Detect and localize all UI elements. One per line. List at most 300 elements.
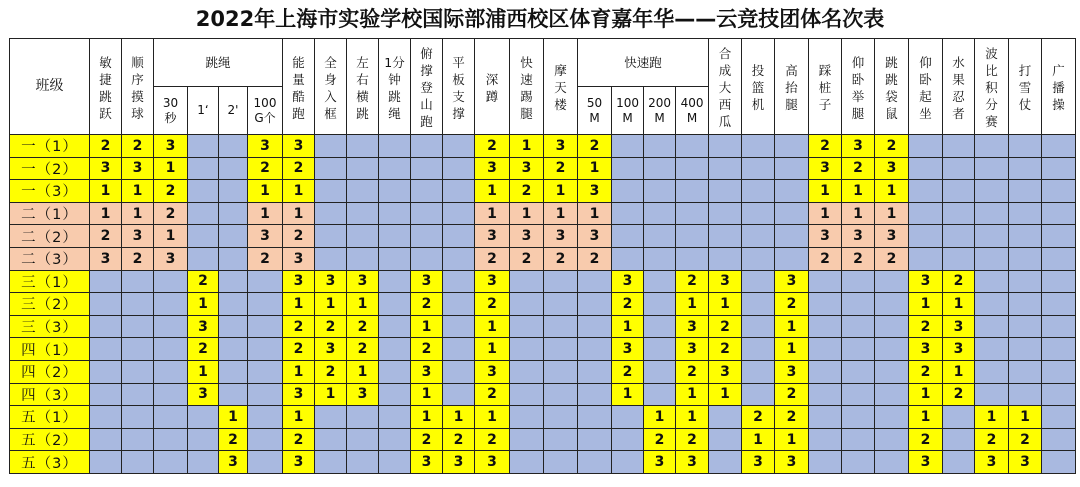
row-class-label: 三（2） [10, 293, 90, 316]
rank-cell [975, 383, 1009, 406]
rank-cell [1042, 383, 1076, 406]
rank-cell: 1 [612, 315, 644, 338]
rank-cell [219, 315, 248, 338]
rank-cell: 1 [709, 383, 742, 406]
header-kp-200: 200 M [644, 87, 676, 135]
rank-cell: 3 [154, 135, 188, 158]
rank-cell: 1 [90, 180, 122, 203]
rank-cell: 2 [709, 315, 742, 338]
rank-cell [379, 428, 411, 451]
rank-cell [90, 270, 122, 293]
rank-cell [809, 270, 842, 293]
rank-cell [188, 135, 219, 158]
header-caizhuang: 踩 桩 子 [809, 39, 842, 135]
rank-cell [188, 180, 219, 203]
rank-cell [219, 157, 248, 180]
rank-cell: 2 [411, 293, 443, 316]
row-class-label: 一（1） [10, 135, 90, 158]
header-kp-100: 100 M [612, 87, 644, 135]
rank-cell: 3 [283, 451, 315, 474]
rank-cell: 3 [219, 451, 248, 474]
rank-cell [612, 157, 644, 180]
rank-cell [544, 293, 578, 316]
rank-cell [347, 406, 379, 429]
rank-cell [943, 225, 975, 248]
rank-cell: 1 [1009, 406, 1042, 429]
rank-cell [154, 293, 188, 316]
header-ts-30: 30 秒 [154, 87, 188, 135]
rank-cell [510, 428, 544, 451]
rank-cell: 2 [443, 428, 475, 451]
rank-cell: 3 [975, 451, 1009, 474]
rank-cell [90, 383, 122, 406]
header-guangbo: 广 播 操 [1042, 39, 1076, 135]
rank-cell [1042, 428, 1076, 451]
rank-cell [742, 360, 775, 383]
rank-cell: 1 [475, 338, 510, 361]
table-row [10, 451, 1076, 474]
rank-cell: 3 [283, 247, 315, 270]
rank-cell [379, 360, 411, 383]
rank-cell [219, 247, 248, 270]
rank-cell: 2 [315, 315, 347, 338]
rank-cell [1009, 157, 1042, 180]
rank-cell [443, 270, 475, 293]
rank-cell [122, 383, 154, 406]
rank-cell [676, 202, 709, 225]
row-class-label: 三（1） [10, 270, 90, 293]
rank-cell [909, 225, 943, 248]
header-tiaotiao: 跳 跳 袋 鼠 [875, 39, 909, 135]
rank-cell: 1 [909, 383, 943, 406]
rank-cell: 1 [347, 293, 379, 316]
rank-cell [90, 360, 122, 383]
rank-cell: 2 [775, 406, 809, 429]
rank-cell: 2 [188, 338, 219, 361]
rank-cell: 2 [709, 338, 742, 361]
rank-cell: 2 [475, 135, 510, 158]
rank-cell: 2 [775, 293, 809, 316]
rank-cell: 3 [188, 383, 219, 406]
row-class-label: 一（3） [10, 180, 90, 203]
rank-cell: 1 [283, 293, 315, 316]
rank-cell: 3 [475, 360, 510, 383]
rank-cell [248, 315, 283, 338]
rank-cell [315, 202, 347, 225]
rank-cell: 1 [578, 157, 612, 180]
rank-cell: 1 [943, 360, 975, 383]
rank-cell [1009, 247, 1042, 270]
rank-cell [154, 315, 188, 338]
table-row [10, 428, 1076, 451]
rank-cell [578, 428, 612, 451]
rank-cell: 3 [475, 225, 510, 248]
rank-cell [411, 180, 443, 203]
rank-cell: 2 [122, 247, 154, 270]
rank-cell: 2 [219, 428, 248, 451]
rank-cell: 3 [544, 225, 578, 248]
rank-cell [775, 225, 809, 248]
rank-cell [875, 360, 909, 383]
rank-cell [510, 360, 544, 383]
rank-cell [411, 202, 443, 225]
rank-cell [315, 157, 347, 180]
rank-cell: 1 [809, 202, 842, 225]
rank-cell [578, 451, 612, 474]
rank-cell [1009, 202, 1042, 225]
rank-cell: 3 [544, 135, 578, 158]
rank-cell: 3 [842, 225, 875, 248]
rank-cell [875, 406, 909, 429]
row-class-label: 四（1） [10, 338, 90, 361]
header-shunxu: 顺 序 摸 球 [122, 39, 154, 135]
rank-cell: 2 [475, 293, 510, 316]
rank-cell: 1 [283, 360, 315, 383]
rank-cell [875, 428, 909, 451]
rank-cell: 2 [283, 315, 315, 338]
rank-cell [122, 315, 154, 338]
rank-cell [154, 270, 188, 293]
rank-cell: 1 [875, 180, 909, 203]
rank-cell [315, 406, 347, 429]
rank-cell: 2 [875, 247, 909, 270]
rank-cell [975, 360, 1009, 383]
rank-cell: 2 [775, 383, 809, 406]
rank-cell [975, 270, 1009, 293]
rank-cell [544, 315, 578, 338]
rank-cell: 1 [644, 406, 676, 429]
rank-cell [544, 406, 578, 429]
rank-cell [443, 135, 475, 158]
header-fucheng: 俯 撑 登 山 跑 [411, 39, 443, 135]
table-row [10, 270, 1076, 293]
header-daxue: 打 雪 仗 [1009, 39, 1042, 135]
rank-cell [315, 428, 347, 451]
rank-cell [219, 202, 248, 225]
rank-cell: 1 [283, 202, 315, 225]
rank-cell [379, 451, 411, 474]
rank-cell [90, 315, 122, 338]
rank-cell [379, 315, 411, 338]
rank-cell [975, 135, 1009, 158]
rank-cell [943, 406, 975, 429]
rank-cell [544, 383, 578, 406]
rank-cell [315, 451, 347, 474]
rank-cell [809, 293, 842, 316]
rank-cell [510, 338, 544, 361]
rank-cell [742, 202, 775, 225]
rank-cell: 1 [188, 293, 219, 316]
rank-cell [578, 293, 612, 316]
rank-cell: 2 [283, 225, 315, 248]
rank-cell: 2 [475, 383, 510, 406]
rank-cell [154, 383, 188, 406]
rank-cell: 2 [248, 247, 283, 270]
rank-cell [122, 451, 154, 474]
rank-cell [1042, 225, 1076, 248]
rank-cell [1042, 360, 1076, 383]
rank-cell [943, 135, 975, 158]
rank-cell [875, 270, 909, 293]
table-row [10, 293, 1076, 316]
rank-cell [1009, 383, 1042, 406]
rank-cell: 1 [283, 406, 315, 429]
rank-cell [842, 406, 875, 429]
header-yangwo-jutui: 仰 卧 举 腿 [842, 39, 875, 135]
rank-cell: 2 [975, 428, 1009, 451]
row-class-label: 二（2） [10, 225, 90, 248]
rank-cell [709, 428, 742, 451]
rank-cell [742, 293, 775, 316]
rank-cell [1009, 270, 1042, 293]
rank-cell [1042, 338, 1076, 361]
table-row [10, 247, 1076, 270]
rank-cell: 3 [315, 338, 347, 361]
rank-cell [612, 247, 644, 270]
rank-cell [379, 383, 411, 406]
rank-cell: 2 [909, 360, 943, 383]
rank-cell: 3 [676, 451, 709, 474]
rank-cell [644, 135, 676, 158]
rank-cell [709, 135, 742, 158]
rank-cell: 2 [510, 247, 544, 270]
rank-cell [544, 338, 578, 361]
rank-cell [909, 157, 943, 180]
rank-cell [347, 451, 379, 474]
rank-cell [219, 293, 248, 316]
rank-cell [219, 180, 248, 203]
table-row [10, 202, 1076, 225]
rank-cell [742, 315, 775, 338]
rank-cell [709, 406, 742, 429]
header-ts-1: 1‘ [188, 87, 219, 135]
rank-cell [842, 315, 875, 338]
rank-cell: 2 [510, 180, 544, 203]
rank-cell [1009, 360, 1042, 383]
row-class-label: 二（3） [10, 247, 90, 270]
rank-cell: 2 [578, 247, 612, 270]
rank-cell [676, 180, 709, 203]
table-row [10, 406, 1076, 429]
rank-cell: 1 [612, 383, 644, 406]
header-shuiguo: 水 果 忍 者 [943, 39, 975, 135]
rank-cell [975, 225, 1009, 248]
rank-cell: 2 [943, 383, 975, 406]
rank-cell: 1 [122, 180, 154, 203]
rank-cell [709, 225, 742, 248]
rank-cell [379, 338, 411, 361]
rank-cell: 3 [775, 451, 809, 474]
rank-cell [809, 383, 842, 406]
rank-cell [188, 157, 219, 180]
rank-cell: 2 [676, 360, 709, 383]
rank-cell [975, 180, 1009, 203]
rank-cell [315, 247, 347, 270]
rank-cell [578, 360, 612, 383]
rank-cell [775, 135, 809, 158]
header-pingban: 平 板 支 撑 [443, 39, 475, 135]
rank-cell [612, 428, 644, 451]
rank-cell: 3 [943, 338, 975, 361]
rank-cell: 2 [578, 135, 612, 158]
rank-cell [909, 180, 943, 203]
rank-cell: 3 [875, 225, 909, 248]
rank-cell [347, 428, 379, 451]
rank-cell: 2 [411, 338, 443, 361]
rank-cell [248, 406, 283, 429]
rank-cell [943, 451, 975, 474]
rank-cell: 3 [122, 157, 154, 180]
rank-cell: 1 [248, 202, 283, 225]
rank-cell: 1 [315, 383, 347, 406]
rank-cell [842, 383, 875, 406]
rank-cell [248, 383, 283, 406]
rank-cell: 3 [475, 270, 510, 293]
rank-cell [943, 202, 975, 225]
rank-cell [443, 225, 475, 248]
rank-cell [842, 293, 875, 316]
rank-cell [742, 383, 775, 406]
row-class-label: 一（2） [10, 157, 90, 180]
rank-cell: 2 [809, 247, 842, 270]
rank-cell [578, 270, 612, 293]
rank-cell [809, 360, 842, 383]
rank-cell [578, 315, 612, 338]
rank-cell [809, 451, 842, 474]
rank-cell: 3 [90, 157, 122, 180]
rank-cell [644, 202, 676, 225]
rank-cell: 3 [283, 135, 315, 158]
rank-cell: 2 [544, 157, 578, 180]
rank-cell [875, 315, 909, 338]
rank-cell: 3 [1009, 451, 1042, 474]
rank-cell: 2 [612, 293, 644, 316]
rank-cell [775, 157, 809, 180]
header-class: 班级 [10, 39, 90, 135]
rank-cell: 3 [644, 451, 676, 474]
rank-cell [612, 180, 644, 203]
rank-cell: 1 [475, 202, 510, 225]
rank-cell [90, 428, 122, 451]
rank-cell: 2 [90, 135, 122, 158]
rank-cell [742, 225, 775, 248]
rank-cell [1042, 247, 1076, 270]
rank-cell [248, 360, 283, 383]
rank-cell [379, 202, 411, 225]
rank-cell [248, 338, 283, 361]
rank-cell [1042, 293, 1076, 316]
rank-cell: 3 [676, 315, 709, 338]
rank-cell: 1 [676, 293, 709, 316]
rank-cell [742, 338, 775, 361]
rank-cell: 2 [475, 247, 510, 270]
rank-cell: 3 [248, 225, 283, 248]
rank-cell: 1 [809, 180, 842, 203]
rank-cell [612, 202, 644, 225]
rank-cell [219, 225, 248, 248]
rank-cell [709, 180, 742, 203]
rank-cell [644, 315, 676, 338]
rank-cell: 3 [709, 270, 742, 293]
rank-cell [1042, 406, 1076, 429]
rank-cell [90, 338, 122, 361]
rank-cell: 3 [775, 270, 809, 293]
rank-cell: 3 [347, 270, 379, 293]
rank-cell [1009, 293, 1042, 316]
rank-cell [975, 202, 1009, 225]
rank-cell: 3 [742, 451, 775, 474]
table-row [10, 180, 1076, 203]
rank-cell [644, 360, 676, 383]
rank-cell [644, 180, 676, 203]
rank-cell [443, 360, 475, 383]
rank-cell: 3 [347, 383, 379, 406]
rank-cell: 1 [411, 406, 443, 429]
rank-cell: 1 [842, 202, 875, 225]
rank-cell [188, 247, 219, 270]
ranking-table [9, 38, 1076, 474]
rank-cell: 1 [283, 180, 315, 203]
rank-cell [154, 360, 188, 383]
table-body [10, 135, 1076, 474]
rank-cell: 1 [443, 406, 475, 429]
rank-cell [742, 180, 775, 203]
rank-cell [709, 157, 742, 180]
rank-cell: 1 [154, 225, 188, 248]
row-class-label: 四（2） [10, 360, 90, 383]
header-kuaisupao: 快速跑 [578, 39, 709, 87]
row-class-label: 四（3） [10, 383, 90, 406]
rank-cell [775, 247, 809, 270]
rank-cell [510, 293, 544, 316]
rank-cell [443, 383, 475, 406]
rank-cell: 3 [154, 247, 188, 270]
rank-cell: 2 [909, 428, 943, 451]
header-nengliang: 能 量 酷 跑 [283, 39, 315, 135]
rank-cell [443, 157, 475, 180]
rank-cell: 1 [578, 202, 612, 225]
rank-cell [248, 293, 283, 316]
rank-cell: 1 [475, 315, 510, 338]
rank-cell [188, 225, 219, 248]
header-toulan: 投 篮 机 [742, 39, 775, 135]
rank-cell [188, 406, 219, 429]
rank-cell [1042, 451, 1076, 474]
rank-cell: 1 [475, 180, 510, 203]
rank-cell [676, 157, 709, 180]
rank-cell [975, 157, 1009, 180]
rank-cell [122, 406, 154, 429]
rank-cell [219, 383, 248, 406]
rank-cell: 2 [347, 315, 379, 338]
table-row [10, 360, 1076, 383]
table-title: 2022年上海市实验学校国际部浦西校区体育嘉年华——云竞技团体名次表 [195, 7, 885, 31]
rank-cell [676, 135, 709, 158]
rank-cell [775, 202, 809, 225]
rank-cell [943, 428, 975, 451]
rank-cell [809, 406, 842, 429]
rank-cell [379, 180, 411, 203]
rank-cell [510, 315, 544, 338]
table-row [10, 338, 1076, 361]
rank-cell [644, 157, 676, 180]
rank-cell: 1 [775, 428, 809, 451]
rank-cell [379, 247, 411, 270]
rank-cell [347, 247, 379, 270]
rank-cell: 2 [676, 270, 709, 293]
rank-cell [909, 202, 943, 225]
table-row [10, 225, 1076, 248]
